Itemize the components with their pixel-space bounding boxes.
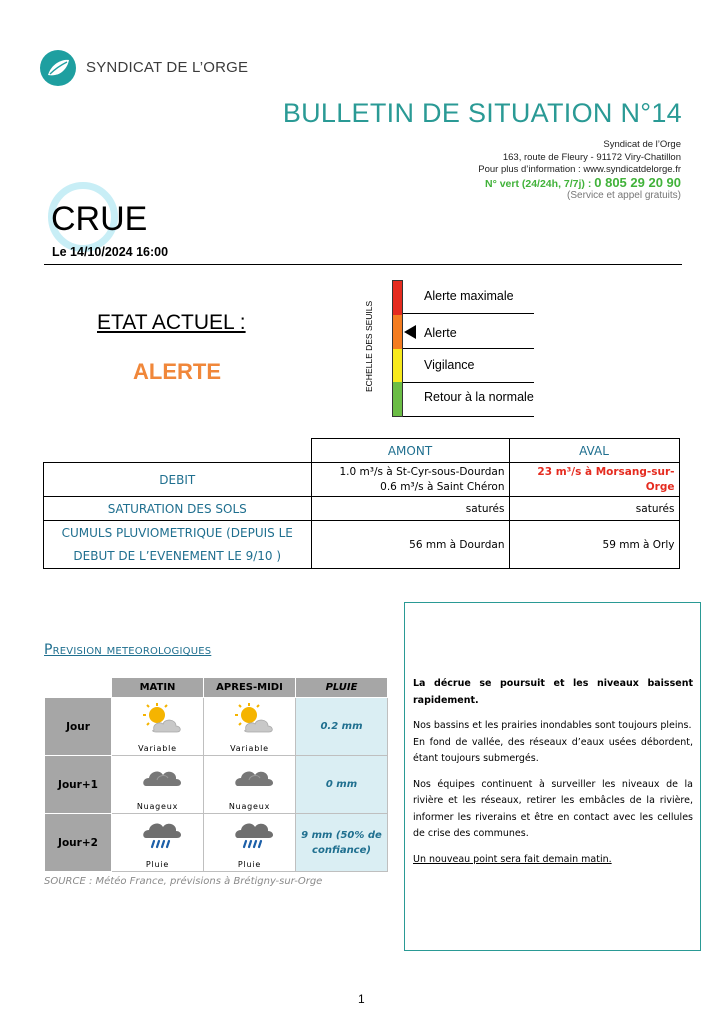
measures-table bbox=[43, 438, 680, 569]
level-max-swatch bbox=[393, 281, 402, 315]
weather-caption: Nuageux bbox=[136, 802, 179, 811]
saturation-amont: saturés bbox=[311, 497, 509, 521]
info-paragraph-2: Nos équipes continuent à surveiller les niveaux de la rivière et les réseaux, retirer les embâcles de la rivière, informer les riverains et être en contact avec les cellules de crise des communes. bbox=[413, 778, 693, 839]
contact-block bbox=[478, 139, 681, 203]
debit-label: DEBIT bbox=[44, 463, 312, 497]
weather-caption: Variable bbox=[230, 744, 269, 753]
forecast-title: Prevision meteorologiques bbox=[44, 642, 212, 658]
jour1-rain: 0 mm bbox=[296, 756, 388, 814]
debit-aval-1: 23 m³/s à Morsang-sur- bbox=[537, 465, 675, 478]
cloud-icon bbox=[140, 760, 184, 792]
level-alert-swatch bbox=[393, 315, 402, 349]
debit-amont-1: 1.0 m³/s à St-Cyr-sous-Dourdan bbox=[339, 465, 505, 478]
divider bbox=[44, 264, 682, 265]
row-jour-plus-1: Jour+1 bbox=[45, 756, 112, 814]
cloud-icon bbox=[232, 760, 276, 792]
sun-cloud-icon bbox=[140, 702, 184, 734]
header-afternoon: APRES-MIDI bbox=[204, 678, 296, 698]
debit-aval bbox=[509, 463, 679, 497]
green-number-line bbox=[478, 174, 681, 191]
info-p1-line1: Nos bassins et les prairies inondables sont toujours pleins. bbox=[413, 720, 692, 731]
forecast-table bbox=[44, 677, 388, 872]
level-normal-swatch bbox=[393, 382, 402, 416]
event-type: CRUE bbox=[51, 200, 148, 238]
current-state-value: ALERTE bbox=[133, 359, 221, 384]
weather-caption: Nuageux bbox=[228, 802, 271, 811]
jour2-rain bbox=[296, 814, 388, 872]
header-morning: MATIN bbox=[112, 678, 204, 698]
weather-caption: Pluie bbox=[145, 860, 170, 869]
cumuls-aval: 59 mm à Orly bbox=[509, 521, 679, 569]
contact-website: Pour plus d’information : www.syndicatdelorge.fr bbox=[478, 164, 681, 175]
threshold-scale-bar bbox=[392, 280, 403, 417]
green-number: 0 805 29 20 90 bbox=[594, 174, 681, 190]
cumuls-label-2: DEBUT DE L’EVENEMENT LE 9/10 ) bbox=[73, 548, 282, 563]
header-rain: PLUIE bbox=[296, 678, 388, 698]
page-number: 1 bbox=[358, 992, 365, 1006]
scale-level-alert: Alerte bbox=[424, 326, 457, 340]
debit-amont bbox=[311, 463, 509, 497]
forecast-corner bbox=[45, 678, 112, 698]
scale-level-vigilance: Vigilance bbox=[424, 358, 475, 372]
rain-cloud-icon bbox=[140, 818, 184, 850]
scale-level-normal: Retour à la normale bbox=[424, 390, 534, 404]
jour2-morning-cell bbox=[112, 814, 204, 872]
jour1-morning-cell bbox=[112, 756, 204, 814]
scale-divider bbox=[403, 382, 534, 383]
contact-name: Syndicat de l’Orge bbox=[603, 139, 681, 150]
jour-rain: 0.2 mm bbox=[296, 698, 388, 756]
col-aval-header: AVAL bbox=[509, 439, 679, 463]
saturation-aval: saturés bbox=[509, 497, 679, 521]
jour2-rain-1: 9 mm (50% de bbox=[301, 829, 382, 841]
scale-divider bbox=[403, 416, 534, 417]
forecast-source: SOURCE : Météo France, prévisions à Brétigny-sur-Orge bbox=[44, 876, 323, 887]
row-jour-plus-2: Jour+2 bbox=[45, 814, 112, 872]
info-paragraph-1 bbox=[413, 718, 693, 768]
scale-divider bbox=[403, 313, 534, 314]
contact-address: 163, route de Fleury - 91172 Viry-Chatillon bbox=[502, 151, 681, 163]
org-name: SYNDICAT DE L’ORGE bbox=[86, 59, 249, 76]
level-vigilance-swatch bbox=[393, 349, 402, 383]
rain-cloud-icon bbox=[232, 818, 276, 850]
info-next-update: Un nouveau point sera fait demain matin. bbox=[413, 853, 612, 865]
weather-caption: Pluie bbox=[237, 860, 262, 869]
sun-cloud-icon bbox=[232, 702, 276, 734]
event-date: Le 14/10/2024 16:00 bbox=[52, 245, 169, 259]
logo-icon bbox=[40, 50, 76, 86]
info-p1-line2: En fond de vallée, des réseaux d’eaux usées débordent, étant toujours submergés. bbox=[413, 736, 693, 764]
debit-aval-2: Orge bbox=[645, 480, 675, 493]
saturation-label: SATURATION DES SOLS bbox=[44, 497, 312, 521]
green-number-label: N° vert (24/24h, 7/7j) : bbox=[485, 177, 592, 190]
cumuls-label-1: CUMULS PLUVIOMETRIQUE (DEPUIS LE bbox=[61, 525, 293, 540]
jour-morning-cell bbox=[112, 698, 204, 756]
current-state-title: ETAT ACTUEL : bbox=[97, 311, 246, 334]
scale-divider bbox=[403, 348, 534, 349]
bulletin-title: BULLETIN DE SITUATION N°14 bbox=[282, 98, 682, 128]
row-jour: Jour bbox=[45, 698, 112, 756]
scale-label: ECHELLE DES SEUILS bbox=[364, 300, 374, 392]
jour2-afternoon-cell bbox=[204, 814, 296, 872]
table-corner bbox=[44, 439, 312, 463]
free-call-note: (Service et appel gratuits) bbox=[567, 190, 681, 201]
jour2-rain-2: confiance) bbox=[312, 844, 371, 856]
cumuls-amont: 56 mm à Dourdan bbox=[311, 521, 509, 569]
jour1-afternoon-cell bbox=[204, 756, 296, 814]
scale-level-max: Alerte maximale bbox=[424, 289, 514, 303]
col-amont-header: AMONT bbox=[311, 439, 509, 463]
cumuls-label bbox=[44, 521, 312, 569]
jour-afternoon-cell bbox=[204, 698, 296, 756]
current-level-marker-icon bbox=[404, 325, 416, 339]
weather-caption: Variable bbox=[138, 744, 177, 753]
debit-amont-2: 0.6 m³/s à Saint Chéron bbox=[380, 480, 505, 493]
info-lead: La décrue se poursuit et les niveaux baissent rapidement. bbox=[413, 678, 693, 706]
info-text bbox=[413, 676, 693, 877]
